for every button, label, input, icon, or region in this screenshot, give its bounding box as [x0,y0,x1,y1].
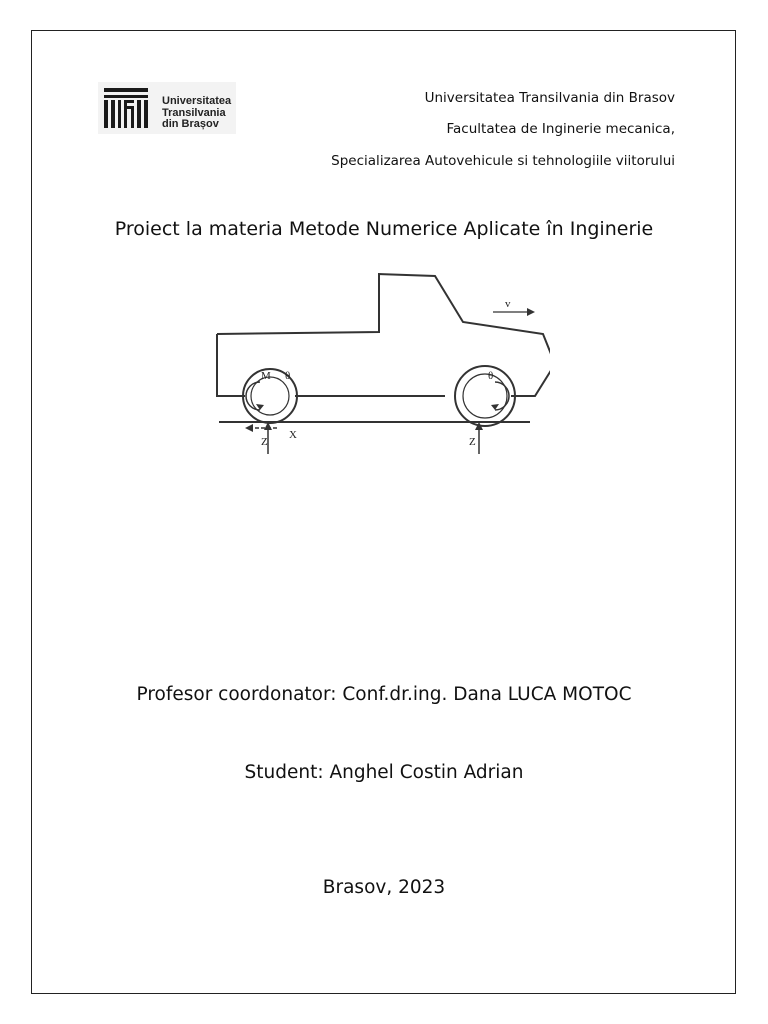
label-z-front: Z [469,436,476,448]
document-title: Proiect la materia Metode Numerice Aplicate în Inginerie [114,218,654,240]
university-logo-icon [102,86,148,130]
logo-text-line-1: Universitatea [162,95,232,107]
label-velocity: v [505,298,511,310]
student-line: Student: Anghel Costin Adrian [244,762,524,783]
label-theta-front: θ [488,370,494,382]
header-university: Universitatea Transilvania din Brasov [424,90,675,106]
truck-diagram [205,262,550,462]
logo-text-line-3: din Brașov [162,118,219,130]
front-wheel [455,366,515,426]
label-theta-rear: θ [285,370,291,382]
header-faculty: Facultatea de Inginerie mecanica, [446,121,675,137]
place-date-line: Brasov, 2023 [322,877,446,898]
front-wheel-inner [463,374,507,418]
university-logo [98,82,236,134]
label-moment: M [261,370,271,382]
label-z-rear: Z [261,436,268,448]
page-border [31,30,736,994]
header-specialization: Specializarea Autovehicule si tehnologiile viitorului [331,153,675,169]
coordinator-line: Profesor coordonator: Conf.dr.ing. Dana LUCA MOTOC [136,684,632,705]
logo-text-line-2: Transilvania [162,106,226,119]
label-x-rear: X [289,429,297,441]
university-logo-text [162,96,231,131]
